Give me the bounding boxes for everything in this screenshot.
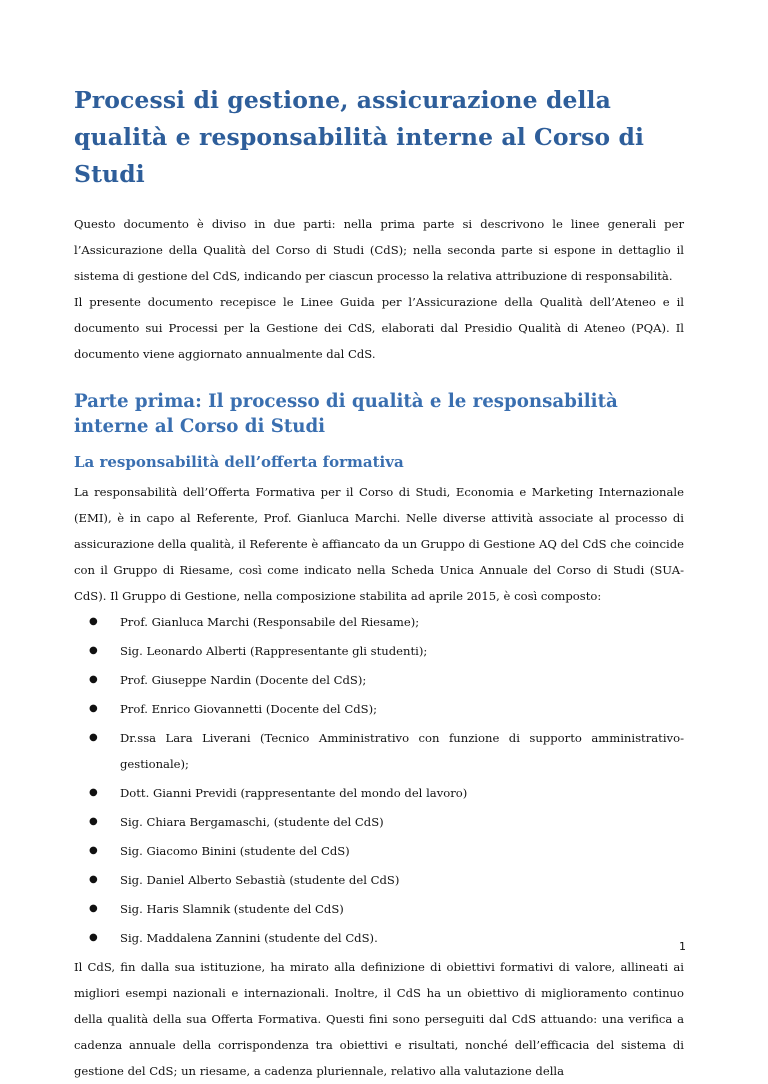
page-number: 1 [679, 940, 686, 953]
list-item: ● Dr.ssa Lara Liverani (Tecnico Amministrativo con funzione di supporto amministrativo-gestionale); [74, 725, 684, 777]
bullet-icon: ● [89, 732, 98, 743]
list-item: ● Sig. Maddalena Zannini (studente del CdS). [74, 925, 684, 951]
bullet-icon: ● [89, 616, 98, 627]
bullet-icon: ● [89, 903, 98, 914]
offerta-formativa-paragraph: La responsabilità dell’Offerta Formativa per il Corso di Studi, Economia e Marketing Internazionale (EMI), è in capo al Referente, Prof. Gianluca Marchi. Nelle diverse attività associate al processo di assicurazione della qualità, il Referente è affiancato da un Gruppo di Gestione AQ del CdS che coincide con il Gruppo di Riesame, così come indicato nella Scheda Unica Annuale del Corso di Studi (SUA-CdS). Il Gruppo di Gestione, nella composizione stabilita ad aprile 2015, è così composto: [74, 485, 684, 603]
intro-paragraph-1: Questo documento è diviso in due parti: nella prima parte si descrivono le linee generali per l’Assicurazione della Qualità del Corso di Studi (CdS); nella seconda parte si espone in dettaglio il sistema di gestione del CdS, indicando per ciascun processo la relativa attribuzione di responsabilità. [74, 217, 684, 283]
bullet-icon: ● [89, 787, 98, 798]
bullet-icon: ● [89, 874, 98, 885]
list-item: ● Sig. Daniel Alberto Sebastià (studente del CdS) [74, 867, 684, 893]
bullet-icon: ● [89, 932, 98, 943]
list-item: ● Prof. Giuseppe Nardin (Docente del CdS); [74, 667, 684, 693]
list-item: ● Sig. Haris Slamnik (studente del CdS) [74, 896, 684, 922]
bullet-icon: ● [89, 703, 98, 714]
closing-paragraph: Il CdS, fin dalla sua istituzione, ha mirato alla definizione di obiettivi formativi di valore, allineati ai migliori esempi nazionali e internazionali. Inoltre, il CdS ha un obiettivo di miglioramento continuo della qualità della sua Offerta Formativa. Questi fini sono perseguiti dal CdS attuando: una verifica a cadenza annuale della corrispondenza tra obiettivi e risultati, nonché dell’efficacia del sistema di gestione del CdS; un riesame, a cadenza pluriennale, relativo alla valutazione della [74, 960, 684, 1078]
part-one-heading: Parte prima: Il processo di qualità e le responsabilità interne al Corso di Studi [74, 391, 618, 437]
document-title: Processi di gestione, assicurazione della qualità e responsabilità interne al Corso di Studi [74, 86, 645, 188]
list-item: ● Sig. Chiara Bergamaschi, (studente del CdS) [74, 809, 684, 835]
bullet-icon: ● [89, 645, 98, 656]
list-item: ● Sig. Leonardo Alberti (Rappresentante gli studenti); [74, 638, 684, 664]
bullet-icon: ● [89, 674, 98, 685]
list-item: ● Prof. Enrico Giovannetti (Docente del CdS); [74, 696, 684, 722]
list-item: ● Dott. Gianni Previdi (rappresentante del mondo del lavoro) [74, 780, 684, 806]
list-item: ● Prof. Gianluca Marchi (Responsabile del Riesame); [74, 609, 684, 635]
list-item: ● Sig. Giacomo Binini (studente del CdS) [74, 838, 684, 864]
group-members-list [74, 609, 684, 951]
bullet-icon: ● [89, 816, 98, 827]
intro-paragraph-2: Il presente documento recepisce le Linee Guida per l’Assicurazione della Qualità dell’Ateneo e il documento sui Processi per la Gestione dei CdS, elaborati dal Presidio Qualità di Ateneo (PQA). Il documento viene aggiornato annualmente dal CdS. [74, 295, 684, 361]
offerta-formativa-heading: La responsabilità dell’offerta formativa [74, 453, 404, 471]
bullet-icon: ● [89, 845, 98, 856]
